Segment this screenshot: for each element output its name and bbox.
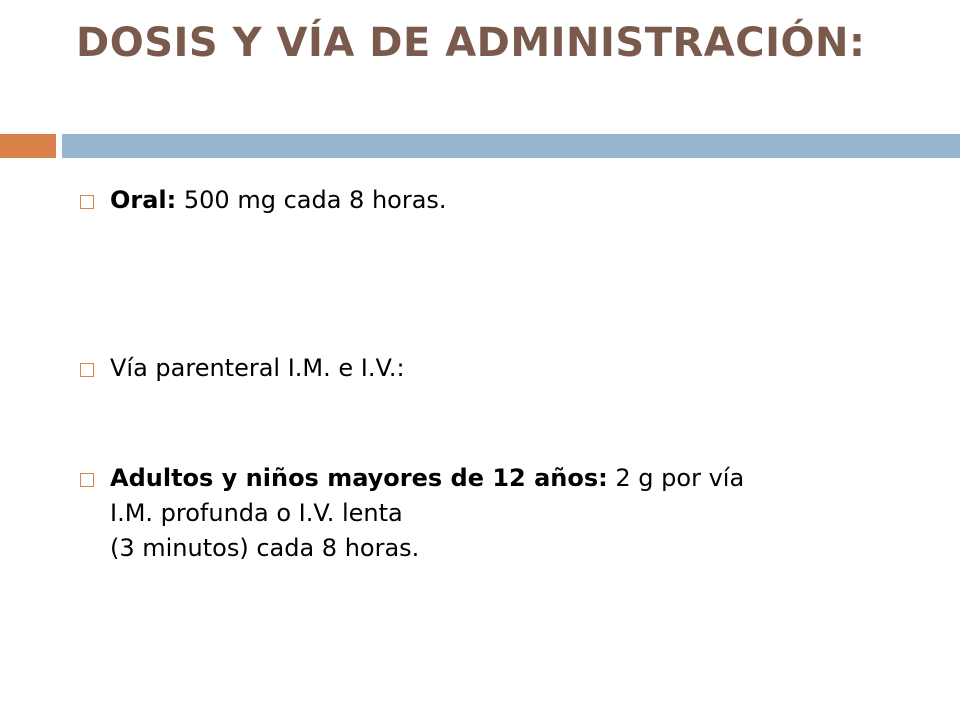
bullet-body-adultos-1: 2 g por vía bbox=[607, 464, 745, 492]
bullet-item-parenteral bbox=[80, 351, 920, 386]
bullet-line-1 bbox=[110, 461, 920, 496]
bullet-label-adultos: Adultos y niños mayores de 12 años: bbox=[110, 464, 608, 492]
bullet-line-3: (3 minutos) cada 8 horas. bbox=[110, 534, 420, 562]
square-bullet-icon bbox=[80, 195, 94, 209]
bullet-item-adultos bbox=[80, 461, 920, 566]
bullet-text-adultos bbox=[110, 461, 920, 566]
bullet-item-oral bbox=[80, 183, 920, 218]
square-bullet-icon bbox=[80, 473, 94, 487]
square-bullet-icon bbox=[80, 363, 94, 377]
title-rule-bar bbox=[62, 134, 960, 158]
slide-title: DOSIS Y VÍA DE ADMINISTRACIÓN: bbox=[76, 20, 866, 66]
bullet-text-oral bbox=[110, 183, 920, 218]
bullet-label-oral: Oral: bbox=[110, 186, 177, 214]
title-rule-accent bbox=[0, 134, 56, 158]
bullet-text-parenteral: Vía parenteral I.M. e I.V.: bbox=[110, 354, 405, 382]
bullet-line-2: I.M. profunda o I.V. lenta bbox=[110, 499, 403, 527]
bullet-body-oral: 500 mg cada 8 horas. bbox=[176, 186, 447, 214]
